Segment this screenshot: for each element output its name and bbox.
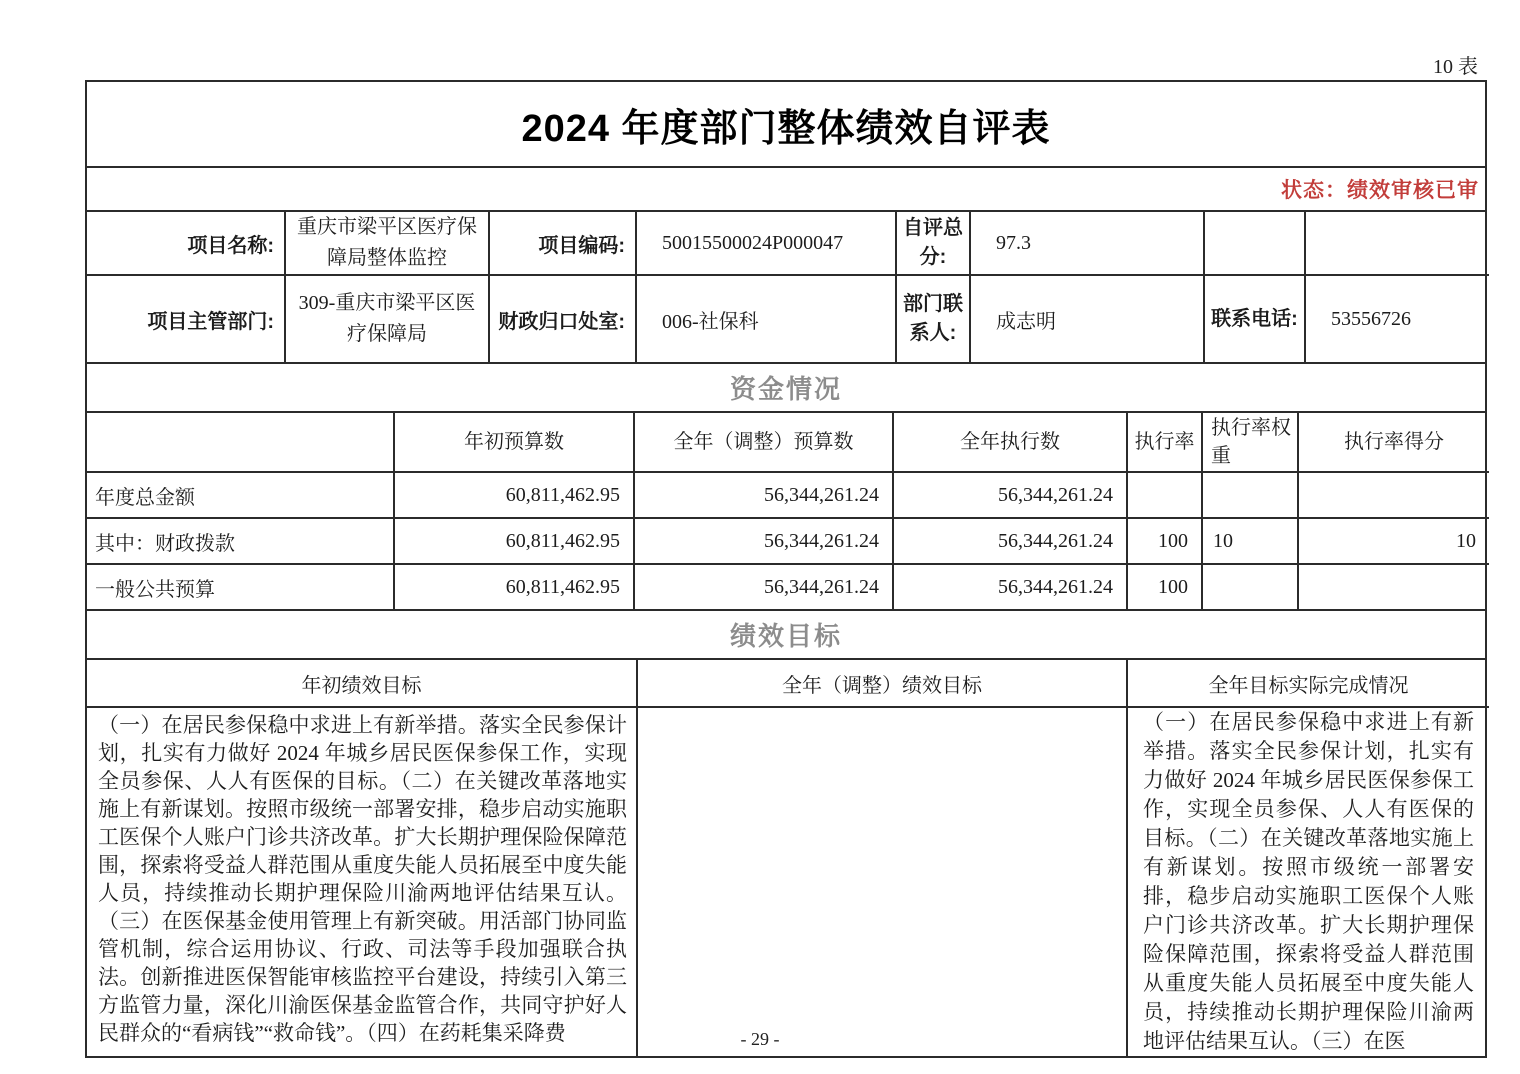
funding-row-label: 一般公共预算 — [87, 564, 394, 609]
funding-score-value — [1298, 472, 1489, 518]
funding-header-adjusted-budget: 全年（调整）预算数 — [634, 413, 893, 472]
adjusted-goal-text — [637, 707, 1127, 1056]
project-code-value: 50015500024P000047 — [636, 212, 896, 275]
funding-score-value — [1298, 564, 1489, 609]
funding-initial-value: 60,811,462.95 — [394, 518, 634, 564]
self-score-label: 自评总分: — [896, 212, 970, 275]
funding-score-value: 10 — [1298, 518, 1489, 564]
finance-office-label: 财政归口处室: — [489, 275, 636, 362]
table-header-row — [87, 413, 1489, 472]
empty-cell — [1305, 212, 1489, 275]
table-row — [87, 564, 1489, 609]
goals-header-initial: 年初绩效目标 — [87, 660, 637, 707]
funding-rate-value — [1127, 472, 1202, 518]
table-row — [87, 707, 1489, 1056]
status-text: 状态：绩效审核已审 — [1281, 178, 1479, 202]
funding-header-exec-rate: 执行率 — [1127, 413, 1202, 472]
section-funding-title: 资金情况 — [87, 362, 1485, 413]
funding-weight-value — [1202, 472, 1298, 518]
funding-executed-value: 56,344,261.24 — [893, 472, 1127, 518]
funding-rate-value: 100 — [1127, 564, 1202, 609]
project-info-table — [87, 212, 1489, 362]
funding-header-rate-score: 执行率得分 — [1298, 413, 1489, 472]
dept-contact-label: 部门联系人: — [896, 275, 970, 362]
funding-adjusted-value: 56,344,261.24 — [634, 472, 893, 518]
project-name-value: 重庆市梁平区医疗保障局整体监控 — [285, 212, 489, 275]
funding-rate-value: 100 — [1127, 518, 1202, 564]
funding-row-label: 其中：财政拨款 — [87, 518, 394, 564]
table-row — [87, 212, 1489, 275]
funding-executed-value: 56,344,261.24 — [893, 564, 1127, 609]
corner-table-number: 10 表 — [1433, 56, 1478, 78]
funding-header-executed: 全年执行数 — [893, 413, 1127, 472]
table-row — [87, 275, 1489, 362]
goals-header-adjusted: 全年（调整）绩效目标 — [637, 660, 1127, 707]
funding-weight-value: 10 — [1202, 518, 1298, 564]
funding-table — [87, 413, 1489, 609]
project-code-label: 项目编码: — [489, 212, 636, 275]
self-score-value: 97.3 — [970, 212, 1204, 275]
phone-label: 联系电话: — [1204, 275, 1305, 362]
section-goals-title: 绩效目标 — [87, 609, 1485, 660]
funding-executed-value: 56,344,261.24 — [893, 518, 1127, 564]
form-title: 2024 年度部门整体绩效自评表 — [87, 82, 1485, 168]
table-row — [87, 472, 1489, 518]
project-name-label: 项目名称: — [87, 212, 285, 275]
goals-header-actual: 全年目标实际完成情况 — [1127, 660, 1489, 707]
funding-adjusted-value: 56,344,261.24 — [634, 518, 893, 564]
page-number: - 29 - — [740, 1029, 780, 1049]
funding-initial-value: 60,811,462.95 — [394, 564, 634, 609]
dept-contact-value: 成志明 — [970, 275, 1204, 362]
evaluation-form — [85, 80, 1487, 1058]
supervising-dept-value: 309-重庆市梁平区医疗保障局 — [285, 275, 489, 362]
funding-row-label: 年度总金额 — [87, 472, 394, 518]
phone-value: 53556726 — [1305, 275, 1489, 362]
funding-initial-value: 60,811,462.95 — [394, 472, 634, 518]
actual-completion-text: （一）在居民参保稳中求进上有新举措。落实全民参保计划，扎实有力做好 2024 年城乡居民医保参保工作，实现全员参保、人人有医保的目标。（二）在关键改革落地实施上有新谋划。按照市级统一部署安排，稳步启动实施职工医保个人账户门诊共济改革。扩大长期护理保险保障范围，探索将受益人群范围从重度失能人员拓展至中度失能人员，持续推动长期护理保险川渝两地评估结果互认。（三）在医 — [1127, 707, 1489, 1056]
table-header-row — [87, 660, 1489, 707]
supervising-dept-label: 项目主管部门: — [87, 275, 285, 362]
empty-cell — [1204, 212, 1305, 275]
initial-goal-text: （一）在居民参保稳中求进上有新举措。落实全民参保计划，扎实有力做好 2024 年城乡居民医保参保工作，实现全员参保、人人有医保的目标。（二）在关键改革落地实施上有新谋划。按照市级统一部署安排，稳步启动实施职工医保个人账户门诊共济改革。扩大长期护理保险保障范围，探索将受益人群范围从重度失能人员拓展至中度失能人员，持续推动长期护理保险川渝两地评估结果互认。（三）在医保基金使用管理上有新突破。用活部门协同监管机制，综合运用协议、行政、司法等手段加强联合执法。创新推进医保智能审核监控平台建设，持续引入第三方监管力量，深化川渝医保基金监管合作，共同守护好人民群众的“看病钱”“救命钱”。（四）在药耗集采降费 — [87, 707, 637, 1056]
funding-adjusted-value: 56,344,261.24 — [634, 564, 893, 609]
status-row — [87, 168, 1485, 212]
funding-header-initial-budget: 年初预算数 — [394, 413, 634, 472]
table-row — [87, 518, 1489, 564]
funding-weight-value — [1202, 564, 1298, 609]
funding-header-rate-weight: 执行率权重 — [1202, 413, 1298, 472]
finance-office-value: 006-社保科 — [636, 275, 896, 362]
performance-goals-table — [87, 660, 1489, 1056]
funding-header-blank — [87, 413, 394, 472]
